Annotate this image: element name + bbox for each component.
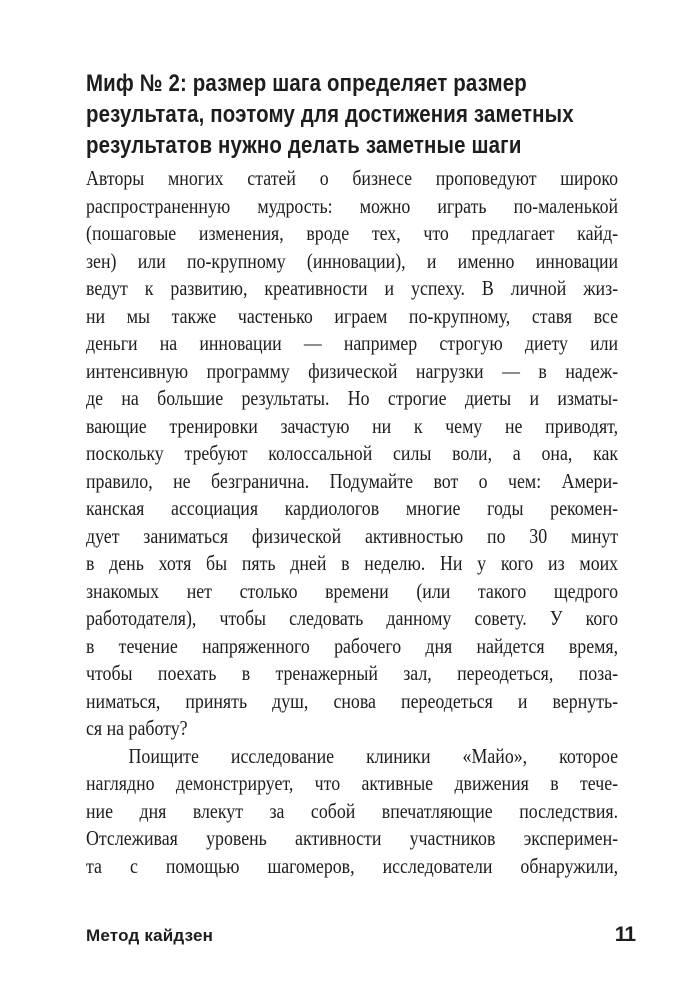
text-line: поскольку требуют колоссальной силы воли, а она, как: [86, 441, 619, 465]
text-line: вающие тренировки зачастую ни к чему не приводят,: [86, 413, 619, 438]
heading-line: результата, поэтому для достижения заметных: [86, 101, 574, 128]
text-line: канская ассоциация кардиологов многие годы рекомен-: [86, 496, 619, 520]
text-line: знакомых нет столько времени (или такого щедрого: [86, 578, 619, 603]
text-line: де на большие результаты. Но строгие диеты и изматы-: [86, 386, 619, 410]
paragraph: [86, 165, 618, 743]
text-line: та с помощью шагомеров, исследователи обнаружили,: [86, 853, 619, 878]
chapter-heading: [86, 68, 618, 161]
running-title: Метод кайдзен: [86, 926, 214, 945]
text-line: Авторы многих статей о бизнесе проповедуют широко: [86, 166, 619, 190]
text-line: ведут к развитию, креативности и успеху. В личной жиз-: [86, 276, 619, 300]
text-line: распространенную мудрость: можно играть по-маленькой: [86, 193, 619, 218]
page-number: 11: [614, 923, 635, 946]
text-line: Поищите исследование клиники «Майо», которое: [128, 743, 619, 768]
text-line: правило, не безгранична. Подумайте вот о чем: Амери-: [86, 468, 619, 493]
body-text: [86, 165, 618, 880]
text-line: (пошаговые изменения, вроде тех, что предлагает кайд-: [86, 221, 619, 245]
text-line: ниматься, принять душ, снова переодеться и вернуть-: [86, 688, 619, 713]
heading-line: Миф № 2: размер шага определяет размер: [86, 70, 527, 97]
text-line: в день хотя бы пять дней в неделю. Ни у кого из моих: [86, 551, 619, 575]
text-line: зен) или по-крупному (инновации), и именно инновации: [86, 248, 619, 273]
text-block: [86, 68, 618, 880]
text-line: в течение напряженного рабочего дня найдется время,: [86, 633, 619, 658]
paragraph: [86, 743, 618, 881]
text-line: работодателя), чтобы следовать данному совету. У кого: [86, 606, 619, 630]
text-line: дует заниматься физической активностью по 30 минут: [86, 523, 619, 548]
text-line: наглядно демонстрирует, что активные движения в тече-: [86, 771, 619, 795]
text-line: ни мы также частенько играем по-крупному, ставя все: [86, 303, 619, 328]
text-line: чтобы поехать в тренажерный зал, переодеться, поза-: [86, 661, 619, 685]
text-line: ся на работу?: [86, 716, 188, 740]
text-line: ние дня влекут за собой впечатляющие последствия.: [86, 798, 619, 823]
text-line: Отслеживая уровень активности участников эксперимен-: [86, 826, 619, 850]
heading-line: результатов нужно делать заметные шаги: [86, 132, 522, 159]
text-line: деньги на инновации — например строгую диету или: [86, 331, 619, 355]
text-line: интенсивную программу физической нагрузки — в надеж-: [86, 358, 619, 383]
page-footer: [86, 923, 635, 947]
